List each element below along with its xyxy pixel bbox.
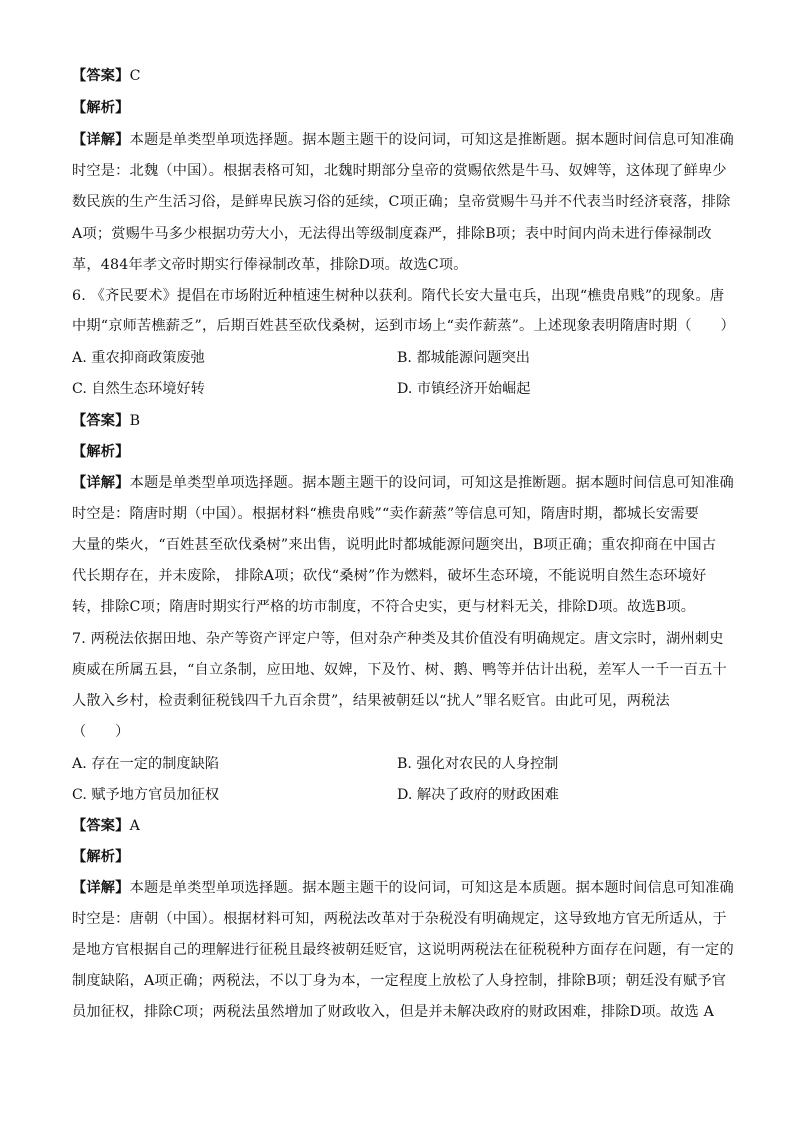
q5-answer xyxy=(72,66,732,86)
q7-detail-line: 制度缺陷，A项正确；两税法，不以丁身为本，一定程度上放松了人身控制，排除B项；朝廷没有赋予官 xyxy=(72,973,727,989)
detail-text: 本题是单类型单项选择题。据本题主题干的设问词，可知这是推断题。据本题时间信息可知准确 xyxy=(129,132,734,148)
q5-detail-line: A项；赏赐牛马多少根据功劳大小，无法得出等级制度森严，排除B项；表中时间内尚未进行俸禄制改 xyxy=(72,226,712,242)
q7-detail-line xyxy=(72,878,732,898)
q6-analysis-heading: 【解析】 xyxy=(72,444,130,460)
q7-stem-line: 庾威在所属五县，“自立条制，应田地、奴婢，下及竹、树、鹅、鸭等并估计出税，差军人一千一百五十 xyxy=(72,662,727,678)
q5-detail-line: 数民族的生产生活习俗，是鲜卑民族习俗的延续，C项正确；皇帝赏赐牛马并不代表当时经济衰落，排除 xyxy=(72,194,731,210)
q5-analysis-heading: 【解析】 xyxy=(72,100,130,116)
answer-value: B xyxy=(129,413,141,429)
q7-stem-line: 人散入乡村，检责剩征税钱四千九百余贯”，结果被朝廷以“扰人”罪名贬官。由此可见，两税法 xyxy=(72,693,670,709)
q7-detail-line: 时空是：唐朝（中国）。根据材料可知，两税法改革对于杂税没有明确规定，这导致地方官无所适从，于 xyxy=(72,911,727,927)
q6-detail-line: 大量的柴火，“百姓甚至砍伐桑树”来出售，说明此时都城能源问题突出，B项正确；重农抑商在中国古 xyxy=(72,537,717,553)
q7-option-b: B. 强化对农民的人身控制 xyxy=(397,756,559,772)
q7-detail-line: 员加征权，排除C项；两税法虽然增加了财政收入，但是并未解决政府的财政困难，排除D项。故选 A xyxy=(72,1004,715,1020)
q7-stem-line: （ ） xyxy=(72,724,130,740)
q7-stem-line: 7. 两税法依据田地、杂产等资产评定户等，但对杂产种类及其价值没有明确规定。唐文宗时，湖州刺史 xyxy=(72,631,724,647)
detail-tag: 【详解】 xyxy=(72,475,130,491)
q6-detail-line xyxy=(72,473,732,493)
q7-answer xyxy=(72,816,732,836)
q6-option-b: B. 都城能源问题突出 xyxy=(397,350,530,366)
q7-analysis-heading: 【解析】 xyxy=(72,849,130,865)
q5-detail-line: 时空是：北魏（中国）。根据表格可知，北魏时期部分皇帝的赏赐依然是牛马、奴婢等，这体现了鲜卑少 xyxy=(72,163,727,179)
q7-option-d: D. 解决了政府的财政困难 xyxy=(397,787,559,803)
q6-detail-line: 代长期存在，并未废除， 排除A项；砍伐“桑树”作为燃料，破坏生态环境，不能说明自然生态环境好 xyxy=(72,568,707,584)
q7-option-c: C. 赋予地方官员加征权 xyxy=(72,787,220,803)
q6-option-c: C. 自然生态环境好转 xyxy=(72,381,205,397)
q6-stem-line: 中期“京师苦樵薪乏”，后期百姓甚至砍伐桑树，运到市场上“卖作薪蒸”。上述现象表明隋唐时期（ ） xyxy=(72,318,735,334)
q6-option-d: D. 市镇经济开始崛起 xyxy=(397,381,531,397)
detail-text: 本题是单类型单项选择题。据本题主题干的设问词，可知这是推断题。据本题时间信息可知准确 xyxy=(129,475,734,491)
q5-detail-line: 革，484年孝文帝时期实行俸禄制改革，排除D项。故选C项。 xyxy=(72,257,468,273)
q6-option-a: A. 重农抑商政策废弛 xyxy=(72,350,205,366)
answer-value: C xyxy=(129,68,141,84)
answer-value: A xyxy=(129,818,141,834)
q6-stem-line: 6. 《齐民要术》提倡在市场附近种植速生树种以获利。隋代长安大量屯兵，出现“樵贵帛贱”的现象。唐 xyxy=(72,288,725,304)
q6-answer xyxy=(72,411,732,431)
q7-option-a: A. 存在一定的制度缺陷 xyxy=(72,756,219,772)
q5-detail-line xyxy=(72,130,732,150)
q6-detail-line: 转，排除C项；隋唐时期实行严格的坊市制度，不符合史实，更与材料无关，排除D项。故选B项。 xyxy=(72,599,696,615)
q7-detail-line: 是地方官根据自己的理解进行征税且最终被朝廷贬官，这说明两税法在征税税种方面存在问题，有一定的 xyxy=(72,942,734,958)
answer-tag: 【答案】 xyxy=(72,413,130,429)
detail-tag: 【详解】 xyxy=(72,132,130,148)
detail-tag: 【详解】 xyxy=(72,880,130,896)
answer-tag: 【答案】 xyxy=(72,818,130,834)
answer-tag: 【答案】 xyxy=(72,68,130,84)
q6-detail-line: 时空是：隋唐时期（中国）。根据材料“樵贵帛贱”“卖作薪蒸”等信息可知，隋唐时期，都城长安需要 xyxy=(72,506,699,522)
detail-text: 本题是单类型单项选择题。据本题主题干的设问词，可知这是本质题。据本题时间信息可知准确 xyxy=(129,880,734,896)
